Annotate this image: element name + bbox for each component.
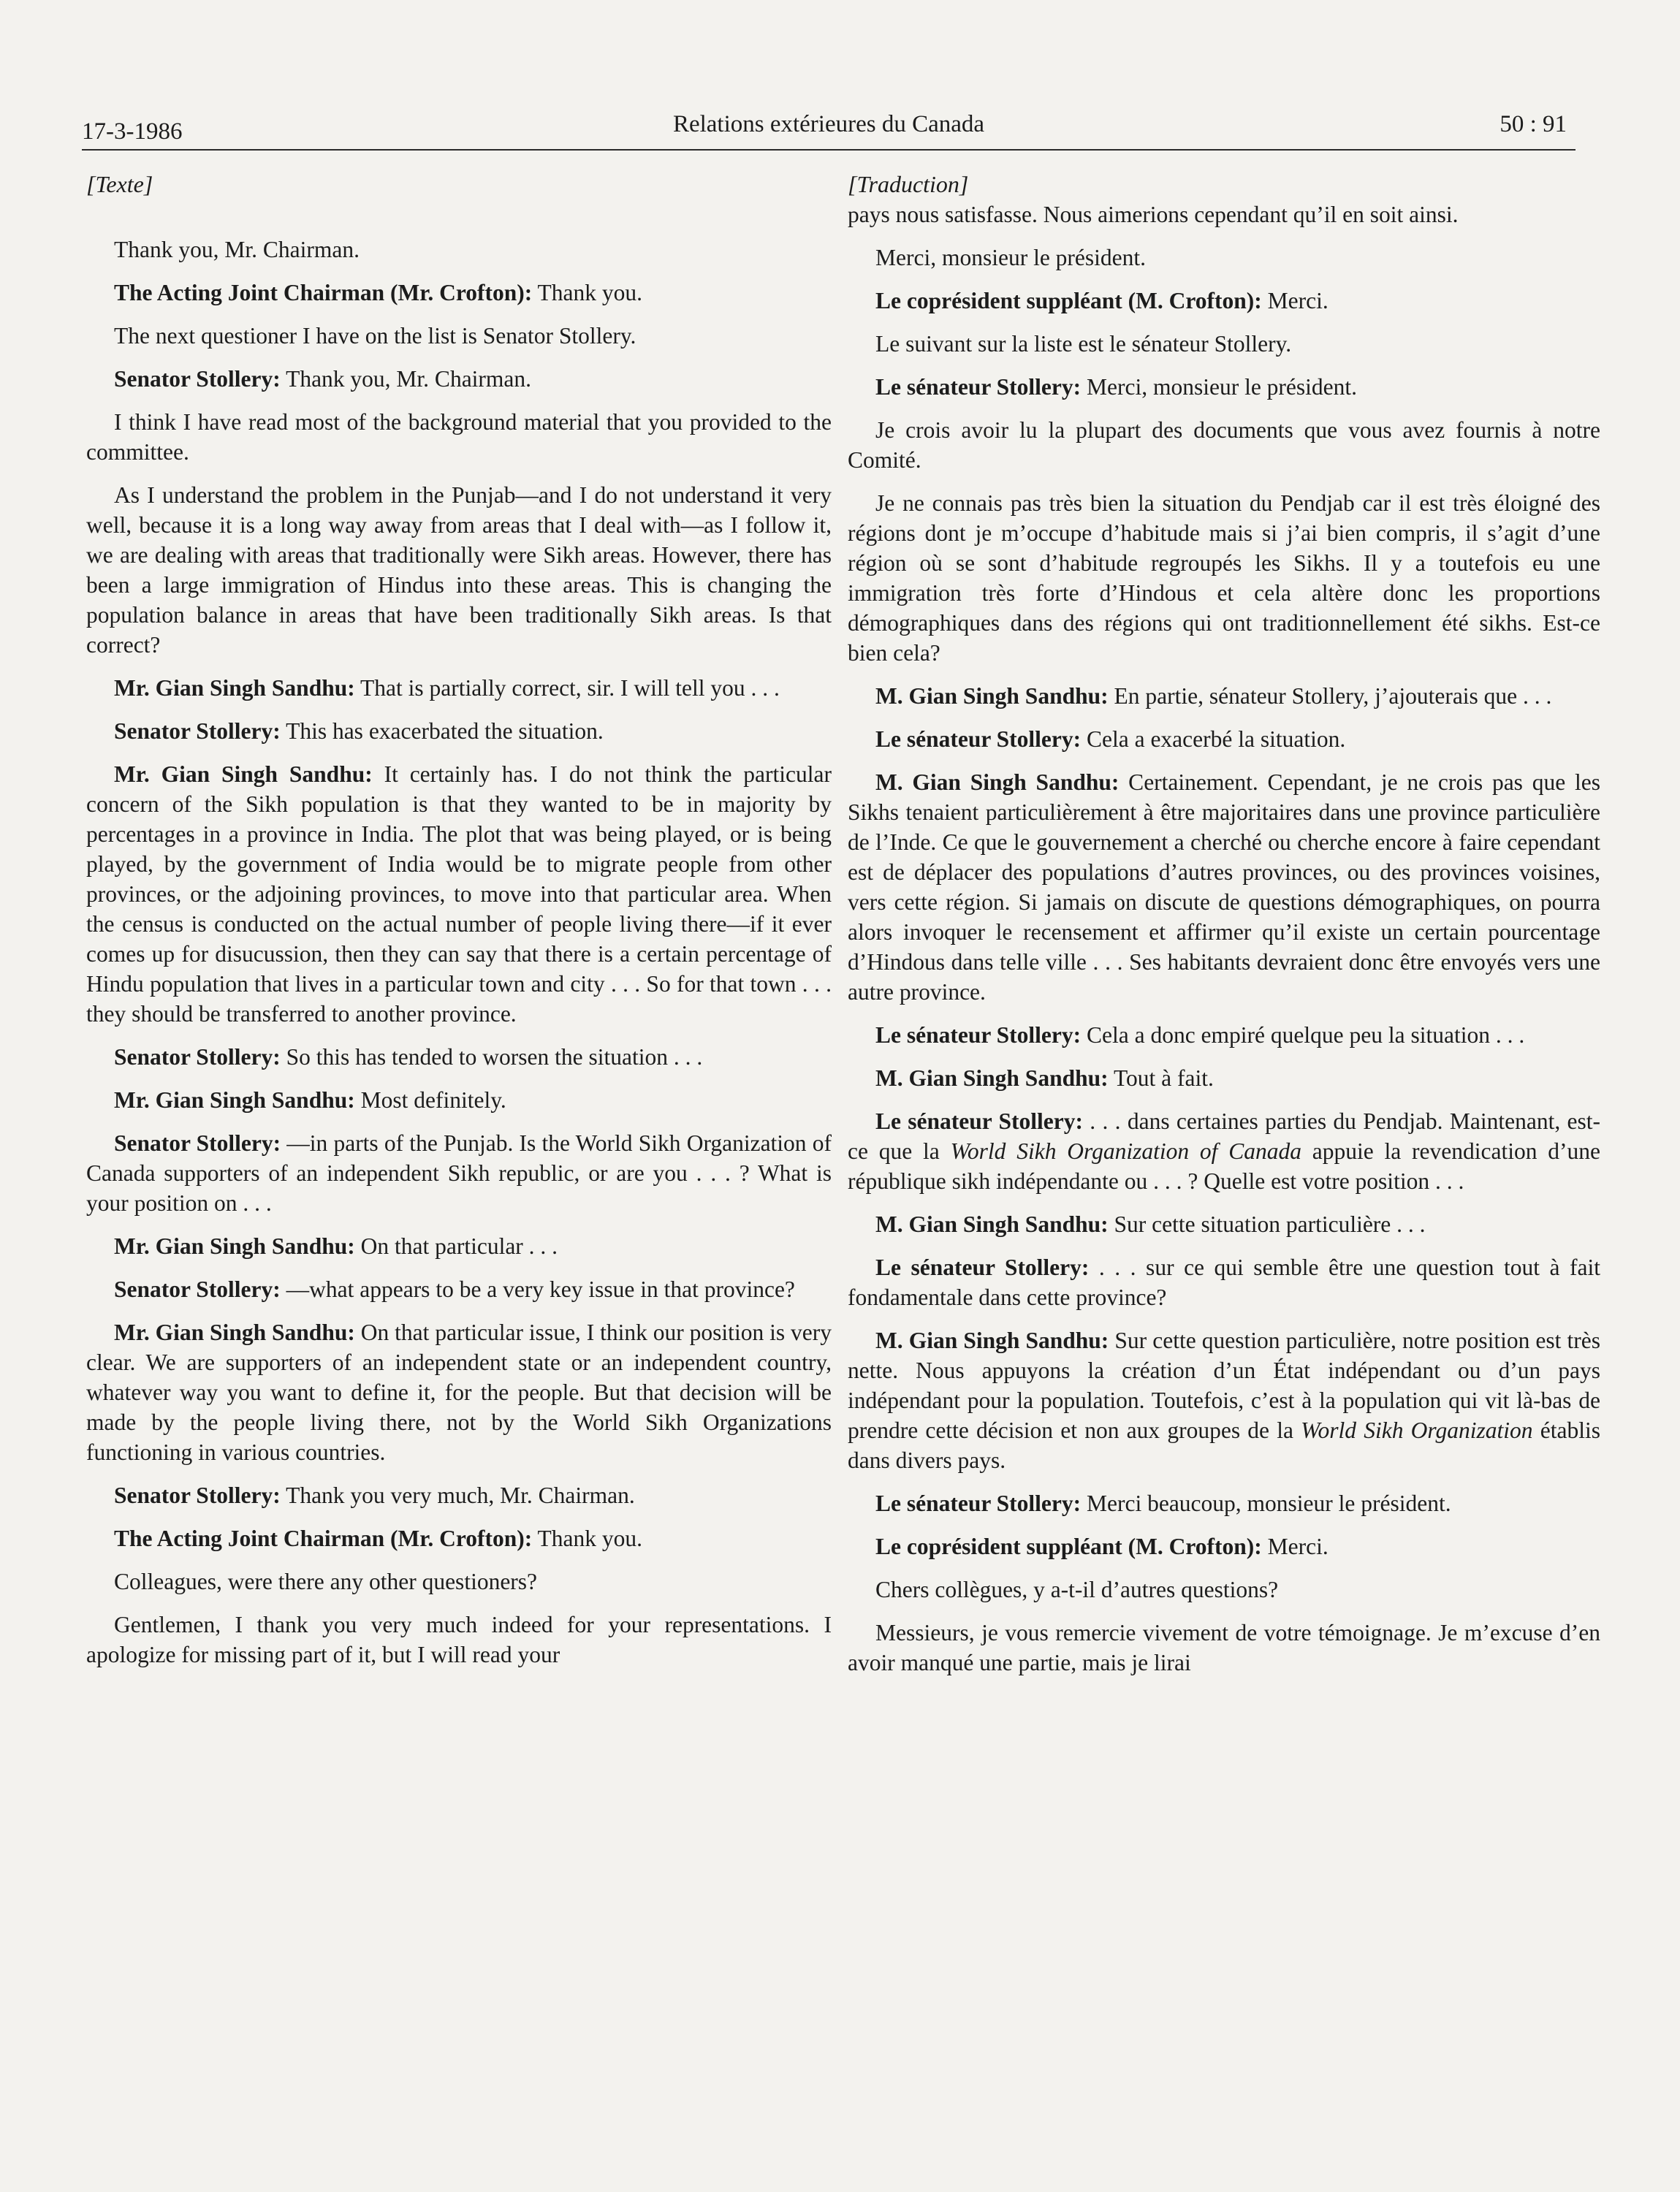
column-label: [Texte] [86,171,153,197]
speaker-name: Mr. Gian Singh Sandhu: [114,1087,355,1113]
left-column-body [86,235,832,1670]
speaker-name: Le sénateur Stollery: [875,1022,1082,1048]
paragraph-text: The next questioner I have on the list is Senator Stollery. [114,323,636,349]
right-column-body [848,243,1600,1678]
paragraph-text: Je ne connais pas très bien la situation du Pendjab car il est très éloigné des régions dont je m’occupe d’habitude mais si j’ai bien compris, il s’agit d’une région où se sont d’habitude regroupés les Sikhs. Il y a toutefois eu une immigration très forte d’Hindous et cela altère donc les proportions démographiques dans des régions qui ont traditionnellement été sikhs. Est-ce bien cela? [848,490,1600,666]
speaker-paragraph [848,1488,1600,1518]
speaker-paragraph [848,681,1600,711]
header-title: Relations extérieures du Canada [672,111,985,137]
paragraph-text: Je crois avoir lu la plupart des documents que vous avez fournis à notre Comité. [848,417,1600,473]
speaker-paragraph [848,372,1600,402]
left-column-english [86,170,832,2172]
speaker-paragraph [848,1106,1600,1196]
speaker-name: M. Gian Singh Sandhu: [875,683,1109,709]
paragraph-text: Le suivant sur la liste est le sénateur Stollery. [875,331,1292,357]
text-paragraph [86,321,832,351]
speaker-paragraph [848,1325,1600,1475]
text-paragraph [86,1567,832,1597]
speaker-name: Mr. Gian Singh Sandhu: [114,1320,355,1345]
speaker-paragraph [848,724,1600,754]
text-paragraph [86,480,832,660]
speaker-name: Senator Stollery: [114,1483,281,1508]
speaker-name: Le coprésident suppléant (M. Crofton): [875,288,1262,313]
paragraph-text: I think I have read most of the background material that you provided to the committee. [86,409,832,465]
paragraph-text: Colleagues, were there any other questioners? [114,1569,538,1594]
paragraph-text: Most definitely. [354,1087,506,1113]
paragraph-text: Messieurs, je vous remercie vivement de votre témoignage. Je m’excuse d’en avoir manqué une partie, mais je lirai [848,1620,1600,1675]
speaker-name: The Acting Joint Chairman (Mr. Crofton): [114,280,533,305]
text-paragraph [848,1575,1600,1605]
speaker-name: Senator Stollery: [114,718,281,744]
speaker-paragraph [86,1042,832,1072]
paragraph-text: Thank you, Mr. Chairman. [114,237,360,262]
speaker-name: M. Gian Singh Sandhu: [875,1211,1109,1237]
speaker-paragraph [86,1523,832,1553]
paragraph-text: As I understand the problem in the Punjab—and I do not understand it very well, because it is a long way away from areas that I deal with—as I follow it, we are dealing with areas that traditionally were Sikh areas. However, there has been a large immigration of Hindus into these areas. This is changing the population balance in areas that have been traditionally Sikh areas. Is that correct? [86,482,832,658]
speaker-paragraph [848,1531,1600,1561]
paragraph-text: Cela a donc empiré quelque peu la situation . . . [1081,1022,1525,1048]
speaker-name: Le sénateur Stollery: [875,1108,1083,1134]
paragraph-text: On that particular . . . [354,1233,558,1259]
paragraph-text: En partie, sénateur Stollery, j’ajouterais que . . . [1108,683,1552,709]
paragraph-text: Merci. [1261,288,1329,313]
text-paragraph [848,488,1600,668]
speaker-paragraph [86,673,832,703]
paragraph-text: Thank you, Mr. Chairman. [280,366,532,392]
speaker-name: Senator Stollery: [114,1130,281,1156]
paragraph-text: Chers collègues, y a-t-il d’autres questions? [875,1577,1279,1602]
paragraph-text: appuie la revendication d’une république sikh indépendante ou . . . ? Quelle est votre position . . . [848,1138,1600,1194]
paragraph-text: Sur cette situation particulière . . . [1108,1211,1426,1237]
right-column-french [848,170,1600,2172]
speaker-name: M. Gian Singh Sandhu: [875,1328,1109,1353]
paragraph-text: On that particular issue, I think our position is very clear. We are supporters of an independent state or an independent country, whatever way you want to define it, for the people. But that decision will be made by the people living there, not by the World Sikh Organizations functioning in various countries. [86,1320,832,1465]
header-page-number: 50 : 91 [1500,111,1567,137]
text-paragraph [848,1618,1600,1678]
speaker-paragraph [86,364,832,394]
speaker-paragraph [86,1128,832,1218]
text-paragraph [86,407,832,467]
speaker-paragraph [86,1480,832,1510]
paragraph-text: . . . dans certaines parties du Pendjab. Maintenant, est-ce que la [848,1108,1600,1164]
paragraph-text: Thank you. [532,280,643,305]
paragraph-text: Gentlemen, I thank you very much indeed for your representations. I apologize for missing part of it, but I will read your [86,1612,832,1667]
paragraph-text: —in parts of the Punjab. Is the World Sikh Organization of Canada supporters of an independent Sikh republic, or are you . . . ? What is your position on . . . [86,1130,832,1216]
continued-paragraph: pays nous satisfasse. Nous aimerions cependant qu’il en soit ainsi. [848,202,1459,227]
speaker-paragraph [848,1252,1600,1312]
speaker-paragraph [86,1274,832,1304]
italic-phrase: World Sikh Organization of Canada [950,1138,1301,1164]
speaker-paragraph [86,716,832,746]
speaker-paragraph [848,1020,1600,1050]
italic-phrase: World Sikh Organization [1301,1417,1533,1443]
paragraph-text: This has exacerbated the situation. [280,718,604,744]
speaker-name: Le coprésident suppléant (M. Crofton): [875,1534,1262,1559]
paragraph-text: It certainly has. I do not think the particular concern of the Sikh population is that they wanted to be in majority by percentages in a province in India. The plot that was being played, or is being played, by the government of India would be to migrate people from other provinces, or the adjoining provinces, to move into that particular area. When the census is conducted on the actual number of people living there—if it ever comes up for disucussion, then they can say that there is a certain percentage of Hindu population that lives in a particular town and city . . . So for that town . . . they should be transferred to another province. [86,761,832,1027]
text-paragraph [848,243,1600,273]
paragraph-text: Thank you very much, Mr. Chairman. [280,1483,635,1508]
speaker-paragraph [86,1317,832,1467]
header-date: 17-3-1986 [82,118,183,145]
speaker-paragraph [848,286,1600,316]
speaker-name: Le sénateur Stollery: [875,374,1082,400]
page-header [82,102,1576,151]
speaker-paragraph [86,1085,832,1115]
speaker-name: M. Gian Singh Sandhu: [875,1065,1109,1091]
speaker-name: Mr. Gian Singh Sandhu: [114,761,373,787]
speaker-paragraph [86,1231,832,1261]
paragraph-text: . . . sur ce qui semble être une question tout à fait fondamentale dans cette province? [848,1255,1600,1310]
speaker-name: Senator Stollery: [114,1044,281,1070]
paragraph-text: établis dans divers pays. [848,1417,1600,1473]
speaker-paragraph [848,1063,1600,1093]
speaker-name: Mr. Gian Singh Sandhu: [114,1233,355,1259]
speaker-paragraph [848,767,1600,1007]
text-paragraph [86,1610,832,1670]
speaker-name: Le sénateur Stollery: [875,726,1082,752]
paragraph-text: —what appears to be a very key issue in that province? [280,1276,795,1302]
paragraph-text: Merci, monsieur le président. [1081,374,1358,400]
speaker-name: Le sénateur Stollery: [875,1255,1090,1280]
text-paragraph [848,415,1600,475]
paragraph-text: So this has tended to worsen the situation . . . [280,1044,703,1070]
speaker-name: The Acting Joint Chairman (Mr. Crofton): [114,1526,533,1551]
speaker-paragraph [848,1209,1600,1239]
speaker-name: Senator Stollery: [114,1276,281,1302]
paragraph-text: Sur cette question particulière, notre position est très nette. Nous appuyons la création d’un État indépendant ou d’un pays indépendant pour la population. Toutefois, c’est à la population qui vit là-bas de prendre cette décision et non aux groupes de la [848,1328,1600,1443]
paragraph-text: Thank you. [532,1526,643,1551]
speaker-name: Senator Stollery: [114,366,281,392]
text-paragraph [86,235,832,265]
paragraph-text: Merci, monsieur le président. [875,245,1147,270]
paragraph-text: Merci beaucoup, monsieur le président. [1081,1491,1451,1516]
speaker-paragraph [86,278,832,308]
speaker-name: M. Gian Singh Sandhu: [875,769,1120,795]
paragraph-text: Merci. [1261,1534,1329,1559]
speaker-name: Le sénateur Stollery: [875,1491,1082,1516]
paragraph-text: Tout à fait. [1108,1065,1214,1091]
speaker-paragraph [86,759,832,1029]
text-paragraph [848,329,1600,359]
speaker-name: Mr. Gian Singh Sandhu: [114,675,355,701]
paragraph-text: That is partially correct, sir. I will tell you . . . [354,675,780,701]
column-label: [Traduction] [848,171,969,197]
paragraph-text: Certainement. Cependant, je ne crois pas que les Sikhs tenaient particulièrement à être majoritaires dans une province particulière de l’Inde. Ce que le gouvernement a cherché ou cherche encore à faire cependant est de déplacer des populations d’autres provinces, ou des provinces voisines, vers cette région. Si jamais on discute de questions démographiques, on pourra alors invoquer le recensement et affirmer qu’il existe un certain pourcentage d’Hindous dans telle ville . . . Ses habitants devraient donc être envoyés vers une autre province. [848,769,1600,1005]
paragraph-text: Cela a exacerbé la situation. [1081,726,1346,752]
